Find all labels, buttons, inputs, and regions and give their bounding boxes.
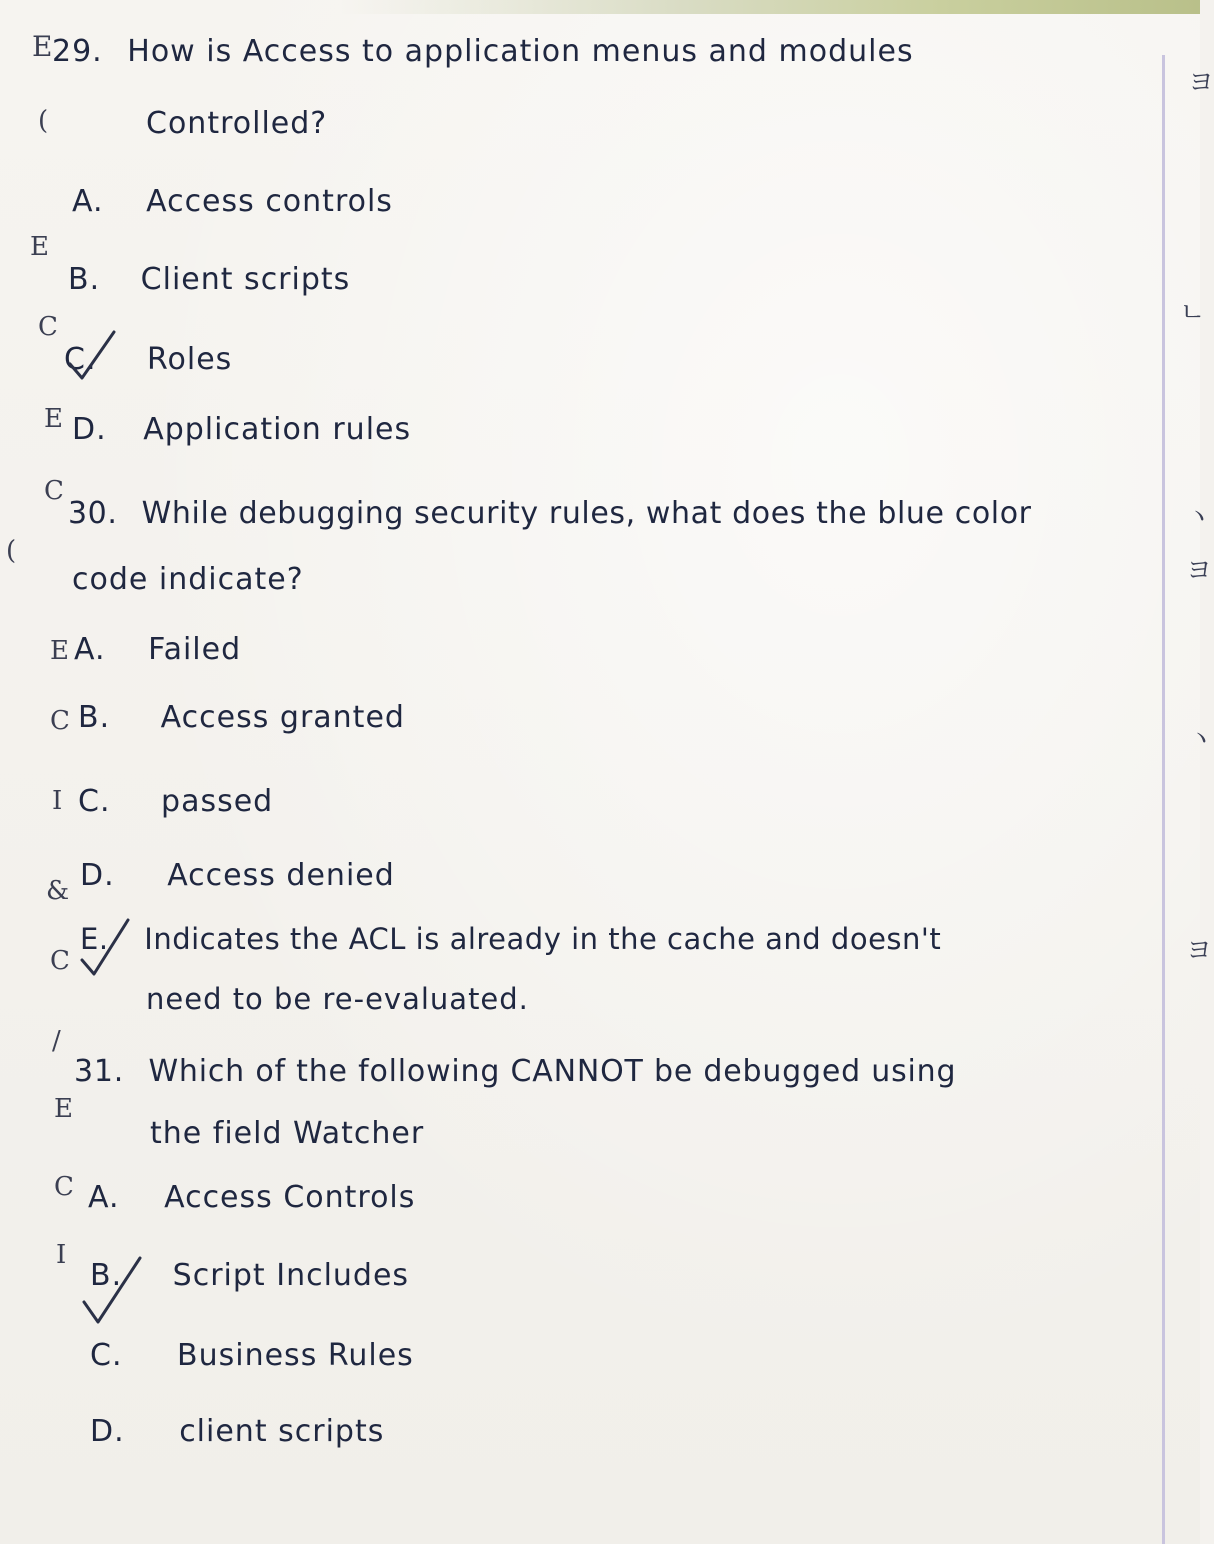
margin-mark: ( xyxy=(6,536,17,566)
margin-mark: & xyxy=(46,876,70,906)
margin-rule-line xyxy=(1162,55,1165,1544)
margin-mark: C xyxy=(54,1172,74,1202)
option-b: B. Access granted xyxy=(78,700,405,735)
option-e: E. Indicates the ACL is already in the cache and doesn't xyxy=(80,922,942,956)
edge-glyph: ㄴ xyxy=(1180,298,1206,328)
option-b: B. Script Includes xyxy=(90,1258,410,1293)
edge-glyph: ヽ xyxy=(1186,502,1213,532)
margin-mark: E xyxy=(54,1094,73,1124)
question-text-line-2: the field Watcher xyxy=(150,1116,425,1151)
check-mark-icon xyxy=(62,326,122,386)
option-a: A. Failed xyxy=(74,632,242,667)
option-a: A. Access controls xyxy=(72,184,393,219)
option-d: D. Access denied xyxy=(80,858,395,893)
margin-mark: E xyxy=(50,636,69,666)
margin-mark: C xyxy=(38,312,58,342)
edge-glyph: ヨ xyxy=(1186,556,1213,586)
top-edge-shadow xyxy=(340,0,1200,14)
option-d: D. Application rules xyxy=(72,412,412,447)
option-c: C. Business Rules xyxy=(90,1338,414,1373)
check-mark-icon xyxy=(76,912,136,982)
option-e-continued: need to be re-evaluated. xyxy=(146,982,529,1016)
option-a: A. Access Controls xyxy=(88,1180,416,1215)
margin-mark: C xyxy=(50,946,70,976)
edge-glyph: ヨ xyxy=(1188,68,1214,98)
edge-glyph: ヽ xyxy=(1188,724,1214,754)
question-number: 29. How is Access to application menus and modules xyxy=(52,34,914,69)
edge-glyph: ヨ xyxy=(1186,936,1213,966)
check-mark-icon xyxy=(78,1250,148,1330)
question-text-line-1: 31. Which of the following CANNOT be debugged using xyxy=(74,1054,957,1089)
margin-mark: E xyxy=(32,30,53,63)
margin-mark: I xyxy=(52,786,63,816)
margin-mark: E xyxy=(44,404,63,434)
option-b: B. Client scripts xyxy=(68,262,351,297)
option-c: C. Roles xyxy=(64,342,233,377)
option-c: C. passed xyxy=(78,784,274,819)
margin-mark: ( xyxy=(38,106,49,136)
margin-mark: E xyxy=(30,232,49,262)
margin-mark: C xyxy=(44,476,64,506)
margin-mark: I xyxy=(56,1240,67,1270)
question-text-line-2: code indicate? xyxy=(72,562,304,597)
question-text-line-1: 30. While debugging security rules, what does the blue color xyxy=(68,496,1032,531)
margin-mark: C xyxy=(50,706,70,736)
margin-mark: / xyxy=(52,1026,61,1056)
question-text-line-2: Controlled? xyxy=(146,106,328,141)
option-d: D. client scripts xyxy=(90,1414,385,1449)
